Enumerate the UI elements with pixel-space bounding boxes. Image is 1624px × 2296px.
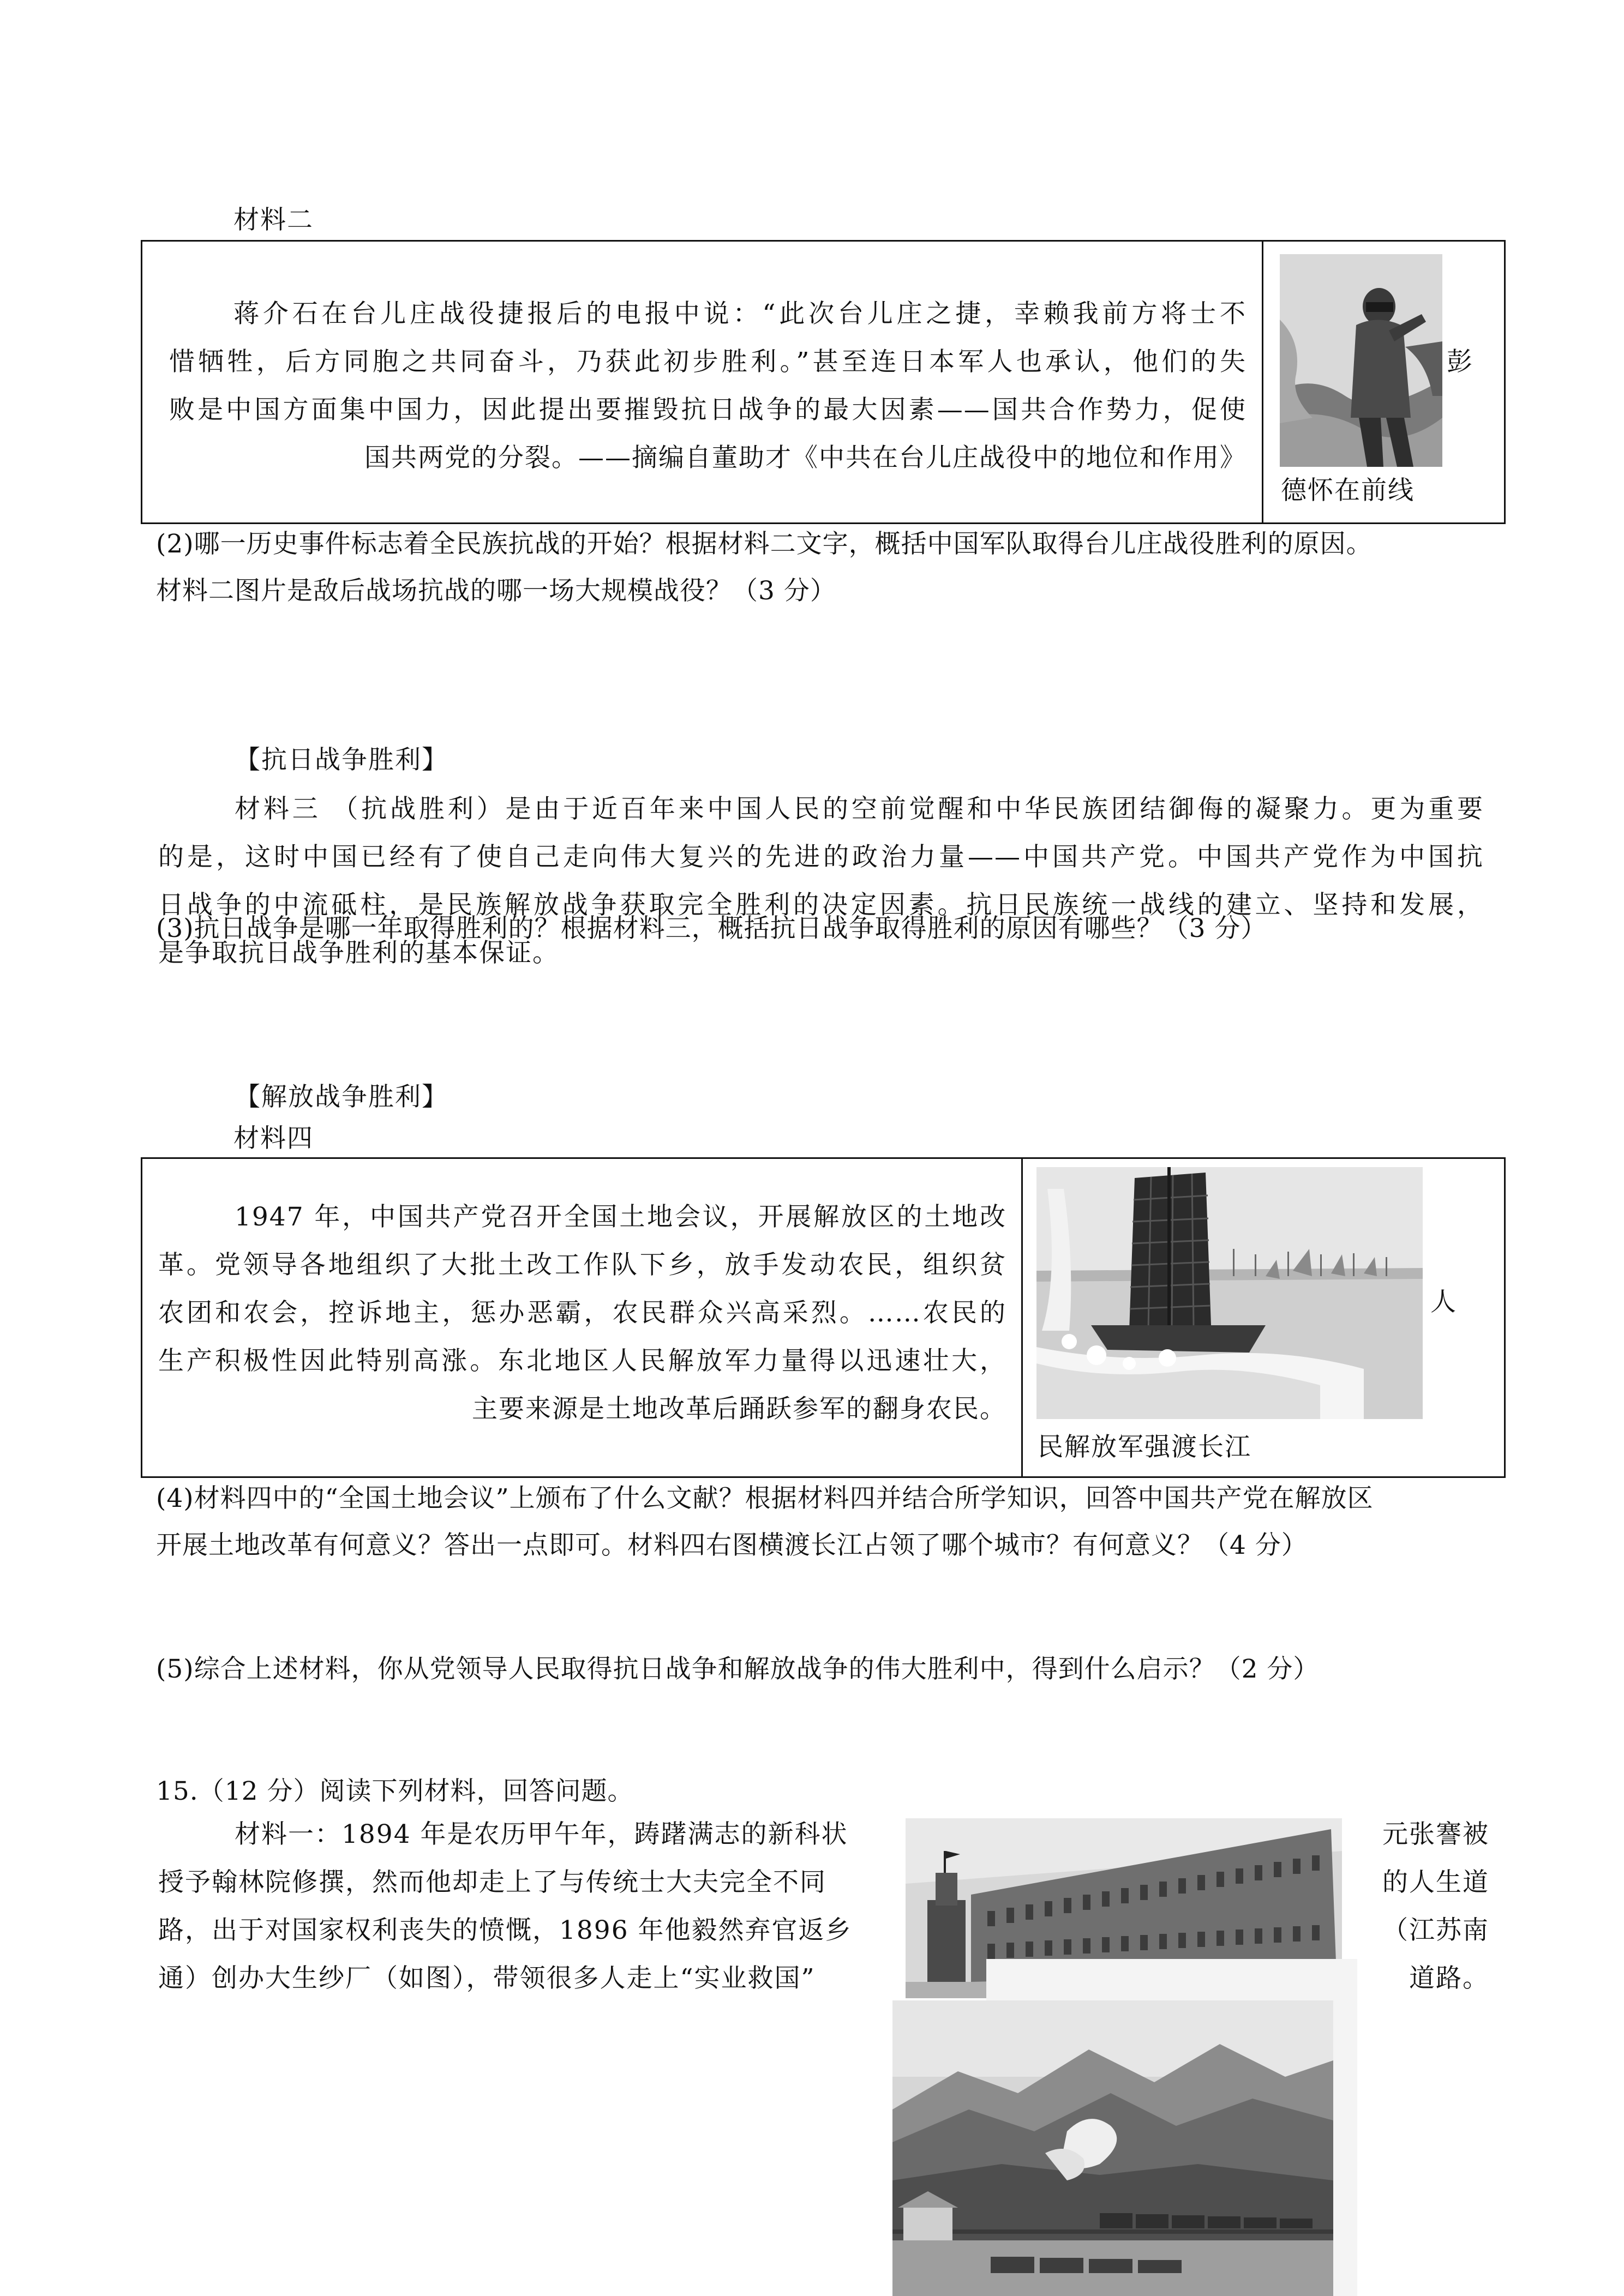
question-15-line-2-left: 授予翰林院修撰，然而他却走上了与传统士大夫完全不同 [158,1867,826,1897]
material-2-line-4: 国共两党的分裂。——摘编自董助才《中共在台儿庄战役中的地位和作用》 [364,443,1247,473]
material-2-line-1: 蒋介石在台儿庄战役捷报后的电报中说：“此次台儿庄之捷，幸赖我前方将士不 [233,299,1247,329]
question-15-title: 15.（12 分）阅读下列材料，回答问题。 [156,1776,634,1806]
question-5: (5)综合上述材料，你从党领导人民取得抗日战争和解放战争的伟大胜利中，得到什么启示？（2 分） [156,1654,1320,1684]
mountain-railway-photo [892,2000,1333,2296]
yangtze-crossing-photo-drawing [1036,1167,1423,1419]
question-2-line-2: 材料二图片是敌后战场抗战的哪一场大规模战役？（3 分） [156,576,836,606]
material-2-text [169,290,1247,482]
yangtze-caption-2: 民解放军强渡长江 [1038,1432,1251,1462]
material-4-text [158,1193,1006,1433]
section-3-heading: 【抗日战争胜利】 [235,745,448,775]
peng-dehuai-photo-drawing [1280,254,1442,467]
question-15-text-right [1353,1811,1489,2003]
peng-dehuai-caption-1: 彭 [1447,347,1473,377]
mountain-railway-photo-drawing [892,2000,1333,2296]
material-4-line-2: 革。党领导各地组织了大批土改工作队下乡，放手发动农民，组织贫 [158,1250,1006,1280]
material-4-line-4: 生产积极性因此特别高涨。东北地区人民解放军力量得以迅速壮大， [158,1346,1006,1376]
question-4-line-2: 开展土地改革有何意义？答出一点即可。材料四右图横渡长江占领了哪个城市？有何意义？（4 分） [156,1530,1308,1560]
question-15-line-4-left: 通）创办大生纱厂（如图），带领很多人走上“实业救国” [158,1963,816,1993]
material-2-box-divider [1262,240,1263,522]
material-4-label: 材料四 [233,1123,314,1153]
question-15-line-4-right: 道路。 [1409,1963,1489,1993]
material-2-line-2: 惜牺牲，后方同胞之共同奋斗，乃获此初步胜利。”甚至连日本军人也承认，他们的失 [169,347,1247,377]
question-15-line-1-right: 元张謇被 [1382,1819,1489,1849]
question-4 [156,1475,1487,1569]
material-4-box-divider [1021,1157,1023,1476]
question-15-line-3-right: （江苏南 [1382,1915,1489,1945]
material-2-label: 材料二 [233,205,314,235]
material-3-line-4: 是争取抗日战争胜利的基本保证。 [158,938,559,968]
question-15-line-3-left: 路，出于对国家权利丧失的愤慨，1896 年他毅然弃官返乡 [158,1915,852,1945]
material-2-line-3: 败是中国方面集中国力，因此提出要摧毁抗日战争的最大因素——国共合作势力，促使 [169,395,1247,425]
material-4-line-3: 农团和农会，控诉地主，惩办恶霸，农民群众兴高采烈。……农民的 [158,1298,1006,1328]
yangtze-caption-1: 人 [1430,1287,1457,1317]
material-3-line-1: 材料三 （抗战胜利）是由于近百年来中国人民的空前觉醒和中华民族团结御侮的凝聚力。更为重要 [235,794,1484,824]
material-3-line-2: 的是，这时中国已经有了使自己走向伟大复兴的先进的政治力量——中国共产党。中国共产党作为中国抗 [158,842,1484,872]
section-4-heading: 【解放战争胜利】 [235,1082,448,1112]
question-15-line-2-right: 的人生道 [1382,1867,1489,1897]
material-3-line-3: 日战争的中流砥柱，是民族解放战争获取完全胜利的决定因素。抗日民族统一战线的建立、坚持和发展， [158,890,1484,920]
question-3: (3)抗日战争是哪一年取得胜利的？根据材料三，概括抗日战争取得胜利的原因有哪些？（3 分） [156,913,1267,943]
peng-dehuai-caption-2: 德怀在前线 [1281,476,1415,506]
material-4-line-1: 1947 年，中国共产党召开全国土地会议，开展解放区的土地改 [235,1202,1006,1232]
yangtze-crossing-photo [1036,1167,1423,1419]
material-4-line-5: 主要来源是土地改革后踊跃参军的翻身农民。 [472,1394,1006,1424]
question-15-text-left [158,1811,867,2003]
question-4-line-1: (4)材料四中的“全国土地会议”上颁布了什么文献？根据材料四并结合所学知识，回答中国共产党在解放区 [156,1483,1374,1513]
question-15-line-1-left: 材料一：1894 年是农历甲午年，踌躇满志的新科状 [235,1819,848,1849]
peng-dehuai-photo [1280,254,1442,467]
question-2 [156,521,1487,615]
question-2-line-1: (2)哪一历史事件标志着全民族抗战的开始？根据材料二文字，概括中国军队取得台儿庄战役胜利的原因。 [156,529,1373,559]
